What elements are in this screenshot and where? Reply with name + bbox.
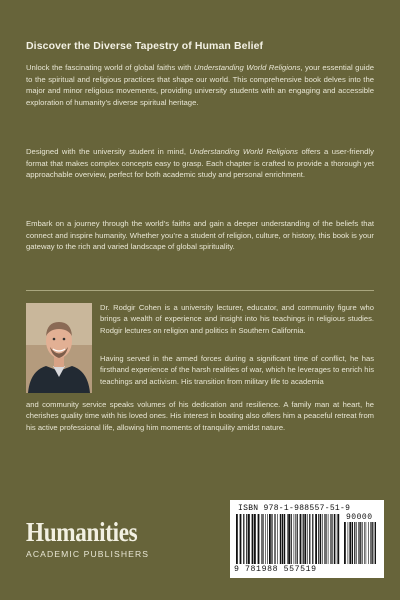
barcode-bar xyxy=(269,514,271,564)
barcode-bar xyxy=(337,514,339,564)
barcode-bar xyxy=(318,514,319,564)
barcode-bar xyxy=(315,514,317,564)
author-bio-paragraph: Dr. Rodgir Cohen is a university lecturer, educator, and community figure who brings a wealth of experience and insight into his teachings in religious studies. Rodgir lectures on religion and politics in Southern California. xyxy=(100,303,374,335)
barcode-bar xyxy=(236,514,238,564)
barcode-bar xyxy=(336,514,337,564)
barcode-bar xyxy=(248,514,250,564)
barcode-bar xyxy=(349,522,351,564)
barcode-bar xyxy=(320,514,321,564)
barcode-bar xyxy=(328,514,329,564)
barcode-bar xyxy=(362,522,363,564)
barcode-bar xyxy=(258,514,260,564)
barcode-bar xyxy=(240,514,242,564)
blurb-paragraph xyxy=(26,62,374,108)
barcode-bar xyxy=(291,514,292,564)
barcode-bar xyxy=(252,514,254,564)
blurb-paragraph xyxy=(26,146,374,181)
barcode-bar xyxy=(372,522,373,564)
barcode-bar xyxy=(344,522,346,564)
isbn-text: ISBN 978-1-988557-51-9 xyxy=(238,504,351,513)
price-code: 90000 xyxy=(346,513,373,522)
blurb-text: Designed with the university student in mind, xyxy=(26,147,190,156)
barcode-bar xyxy=(364,522,365,564)
barcode-bar xyxy=(303,514,304,564)
blurb-text: , your essential guide to the spiritual and religious practices that shape our world. This comprehensive book delves into the major and minor religious movements, providing university students with an engaging and accessible exploration of humanity’s diverse spiritual heritage. xyxy=(26,63,374,107)
barcode-bar xyxy=(280,514,281,564)
barcode-bar xyxy=(370,522,371,564)
barcode-bar xyxy=(243,514,244,564)
barcode-bar xyxy=(262,514,263,564)
barcode-bar xyxy=(271,514,272,564)
barcode-bar xyxy=(246,514,247,564)
barcode-bar xyxy=(265,514,266,564)
barcode-bar xyxy=(309,514,310,564)
author-bio-paragraph: Having served in the armed forces during a significant time of conflict, he has firsthand experience of the harsh realities of war, which he leverages to enrich his teachings and activism. His transition from military life to academia xyxy=(100,354,374,386)
ean-digits: 9 781988 557519 xyxy=(234,565,317,574)
book-title-italic: Understanding World Religions xyxy=(193,63,301,72)
cover-heading: Discover the Diverse Tapestry of Human Belief xyxy=(26,40,264,52)
barcode-bar xyxy=(284,514,285,564)
barcode-bar xyxy=(300,514,302,564)
blurb-paragraph xyxy=(26,218,374,253)
barcode-bar xyxy=(294,514,295,564)
barcode-bar xyxy=(274,514,275,564)
barcode-bar xyxy=(354,522,355,564)
blurb-text: offers a user-friendly format that makes complex concepts easy to grasp. Each chapter is crafted to provide a thorough yet approachable overview, perfect for both academic study and personal enrichment. xyxy=(26,147,374,180)
barcode-bar xyxy=(348,522,349,564)
barcode-bar xyxy=(325,514,326,564)
barcode-bar xyxy=(312,514,313,564)
section-divider xyxy=(26,290,374,291)
barcode-panel xyxy=(230,500,384,578)
blurb-text: Embark on a journey through the world’s faiths and gain a deeper understanding of the beliefs that connect and inspire humanity. Whether you’re a student of religion, culture, or history, this book is your gateway to the rich and varied landscape of global spirituality. xyxy=(26,219,374,252)
addon-barcode xyxy=(344,522,376,564)
barcode-bar xyxy=(356,522,357,564)
barcode-bar xyxy=(322,514,323,564)
ean-barcode xyxy=(236,514,340,564)
barcode-bar xyxy=(297,514,298,564)
barcode-bar xyxy=(307,514,308,564)
barcode-bar xyxy=(330,514,331,564)
barcode-bar xyxy=(366,522,367,564)
barcode-bar xyxy=(287,514,288,564)
barcode-bar xyxy=(360,522,361,564)
publisher-logo xyxy=(26,518,156,559)
blurb-text: Unlock the fascinating world of global faiths with xyxy=(26,63,194,72)
barcode-bar xyxy=(267,514,268,564)
publisher-name: Humanities xyxy=(26,517,138,547)
author-photo xyxy=(26,303,92,393)
publisher-subtitle: ACADEMIC PUBLISHERS xyxy=(26,549,150,559)
barcode-bar xyxy=(304,514,306,564)
barcode-bar xyxy=(358,522,359,564)
barcode-bar xyxy=(352,522,353,564)
barcode-bar xyxy=(261,514,262,564)
barcode-bar xyxy=(331,514,332,564)
author-bio-paragraph: and community service speaks volumes of his dedication and resilience. A family man at heart, he cherishes quality time with his loved ones. His interest in boating also offers him a peaceful retreat from his active professional life, allowing him moments of tranquility amidst nature. xyxy=(26,400,374,432)
barcode-bar xyxy=(288,514,290,564)
barcode-bar xyxy=(324,514,325,564)
barcode-bar xyxy=(334,514,335,564)
barcode-bar xyxy=(295,514,296,564)
barcode-bar xyxy=(282,514,284,564)
barcode-bar xyxy=(375,522,376,564)
book-title-italic: Understanding World Religions xyxy=(189,147,298,156)
barcode-bar xyxy=(277,514,278,564)
barcode-bar xyxy=(254,514,256,564)
barcode-bar xyxy=(368,522,369,564)
